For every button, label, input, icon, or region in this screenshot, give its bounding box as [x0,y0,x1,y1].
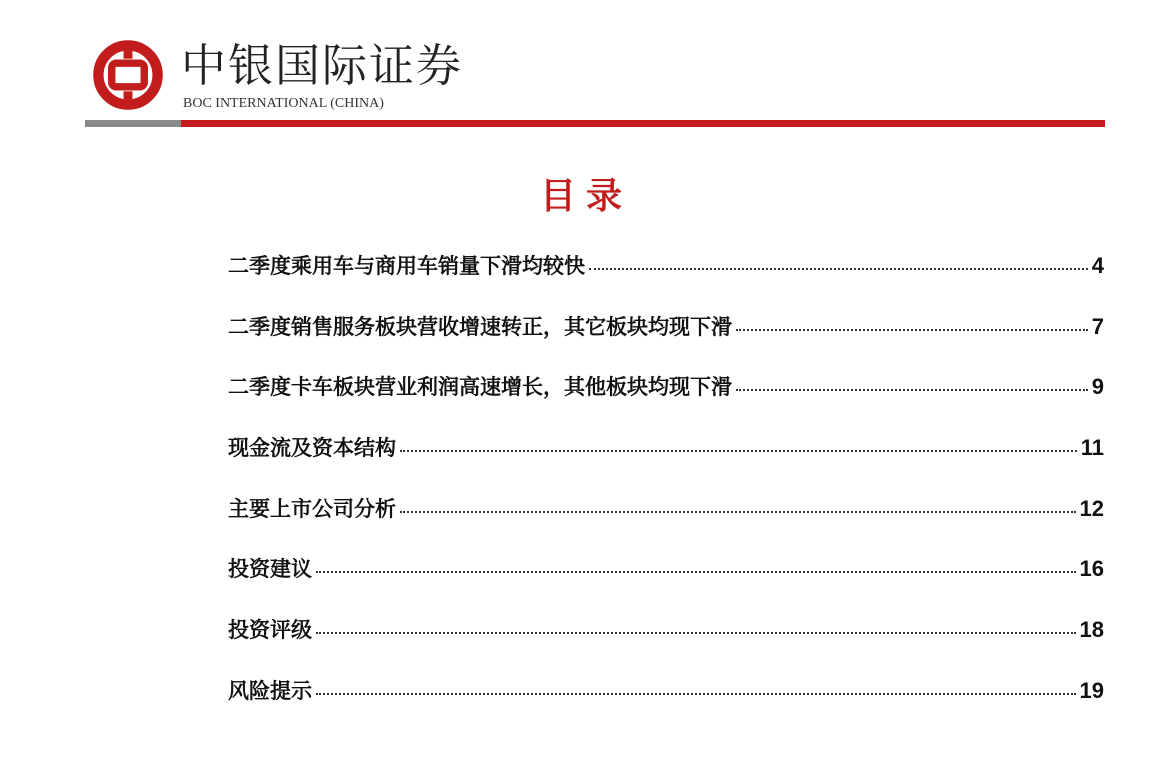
toc-dot-leader [400,511,1076,513]
toc-entry[interactable] [228,675,1104,736]
toc-entry[interactable] [228,250,1104,311]
toc-dot-leader [316,693,1076,695]
toc-dot-leader [400,450,1077,452]
toc-dot-leader [589,268,1088,270]
toc-list [228,250,1104,736]
toc-entry-label: 风险提示 [228,678,312,703]
toc-entry[interactable] [228,311,1104,372]
toc-entry-page: 18 [1079,617,1104,643]
toc-entry-label: 现金流及资本结构 [228,436,396,461]
toc-entry-page: 16 [1079,556,1104,582]
toc-entry-page: 7 [1091,313,1104,339]
boc-logo-icon [91,38,165,112]
toc-entry-label: 投资建议 [228,557,312,582]
toc-entry-label: 二季度销售服务板块营收增速转正，其它板块均现下滑 [228,314,732,339]
toc-entry-page: 19 [1079,677,1104,703]
toc-title: 目录 [539,176,632,217]
toc-dot-leader [316,632,1076,634]
toc-entry-label: 主要上市公司分析 [228,496,396,521]
report-header [85,30,1105,130]
toc-entry-label: 二季度卡车板块营业利润高速增长，其他板块均现下滑 [228,375,732,400]
header-rule-accent [85,120,181,127]
toc-entry[interactable] [228,614,1104,675]
toc-dot-leader [316,571,1076,573]
toc-entry[interactable] [228,553,1104,614]
toc-entry-page: 12 [1079,495,1104,521]
toc-entry[interactable] [228,371,1104,432]
toc-entry[interactable] [228,493,1104,554]
toc-entry[interactable] [228,432,1104,493]
toc-dot-leader [736,329,1088,331]
toc-entry-label: 投资评级 [228,618,312,643]
toc-entry-page: 4 [1091,253,1104,278]
toc-dot-leader [736,389,1088,391]
brand-name-english: BOC INTERNATIONAL (CHINA) [183,96,384,111]
toc-entry-page: 11 [1080,435,1104,461]
header-rule [181,120,1105,127]
brand-name-chinese: 中银国际证券 [181,39,464,92]
toc-entry-page: 9 [1091,374,1104,400]
toc-entry-label: 二季度乘用车与商用车销量下滑均较快 [228,254,585,278]
